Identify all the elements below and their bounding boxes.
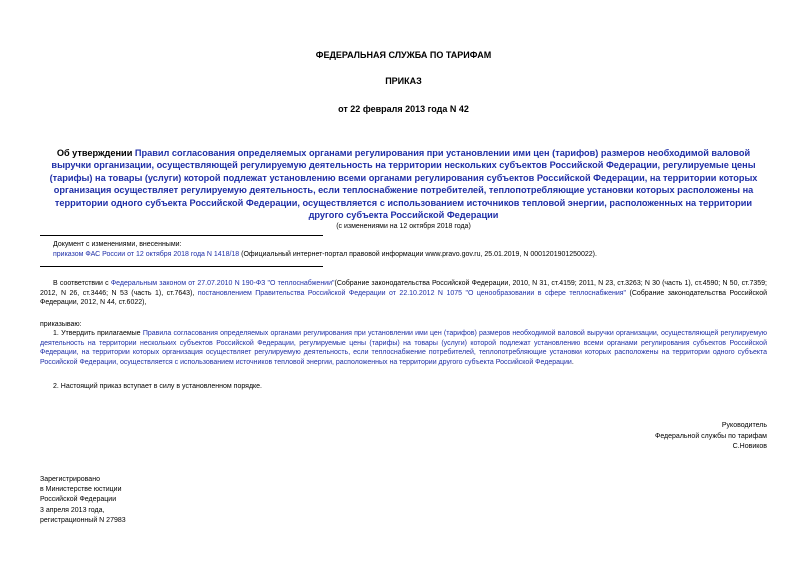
item-1-suffix: .: [571, 358, 574, 366]
changes-entry: [53, 250, 773, 260]
registration-line-1: Зарегистрировано: [40, 476, 100, 483]
registration-line-4: 3 апреля 2013 года,: [40, 506, 105, 514]
item-2: 2. Настоящий приказ вступает в силу в установленном порядке.: [53, 383, 263, 390]
item-1: [40, 329, 767, 367]
registration-block: [40, 475, 126, 526]
signature-block: [655, 421, 767, 453]
title-rules-link[interactable]: Правил согласования определяемых органами регулирования при установлении ими цен (тарифов) размеров необходимой валовой выручки организации, осуществляющей регулируемую деятельность на территории нескольких субъектов Российской Федерации, регулируемые цены (тарифы) на товары (услуги) которой подлежат установлению всеми органами регулирования субъектов Российской Федерации, на территории которых организация осуществляет регулируемую деятельность, если теплоснабжение потребителей, теплопотребляющие установки которых расположены на территории одного субъекта Российской Федерации, осуществляется с использованием источников тепловой энергии, расположенных на территории другого субъекта Российской Федерации: [49, 148, 758, 221]
agency-heading: ФЕДЕРАЛЬНАЯ СЛУЖБА ПО ТАРИФАМ: [315, 50, 492, 60]
basis-paragraph: [40, 279, 767, 308]
title-prefix: Об утверждении: [56, 148, 135, 158]
signature-name: С.Новиков: [732, 443, 767, 451]
government-decree-link[interactable]: постановлением Правительства Российской Федерации от 22.10.2012 N 1075 "О ценообразовании в сфере теплоснабжения": [197, 289, 627, 297]
registration-line-3: Российской Федерации: [40, 496, 117, 504]
rules-link[interactable]: Правила согласования определяемых органами регулирования при установлении ими цен (тарифов) размеров необходимой валовой выручки организации, осуществляющей регулируемую деятельность на территории нескольких субъектов Российской Федерации, регулируемые цены (тарифы) на товары (услуги) которой подлежат установлению всеми органами регулирования субъектов Российской Федерации, на территории которых организация осуществляет регулируемую деятельность, если теплоснабжение потребителей, теплопотребляющие установки которых расположены на территории одного субъекта Российской Федерации, осуществляется с использованием источников тепловой энергии, расположенных на территории другого субъекта Российской Федерации: [40, 330, 767, 366]
basis-text-3: (Собрание законодательства Российской Федерации, 2012, N 44, ст.6022),: [40, 289, 768, 307]
document-type: ПРИКАЗ: [385, 76, 422, 86]
order-word: приказываю:: [40, 321, 82, 328]
document-title: [40, 147, 767, 221]
changes-suffix: (Официальный интернет-портал правовой информации www.pravo.gov.ru, 25.01.2019, N 0001201901250022).: [239, 251, 597, 258]
divider-bottom: [40, 266, 323, 267]
divider-top: [40, 235, 323, 236]
registration-line-5: регистрационный N 27983: [40, 516, 126, 524]
document-date-number: от 22 февраля 2013 года N 42: [338, 104, 469, 114]
registration-line-2: в Министерстве юстиции: [40, 486, 122, 494]
fas-order-link[interactable]: приказом ФАС России от 12 октября 2018 года N 1418/18: [53, 251, 240, 258]
item-1-prefix: 1. Утвердить прилагаемые: [53, 330, 143, 337]
federal-law-link[interactable]: Федеральным законом от 27.07.2010 N 190-ФЗ "О теплоснабжении": [110, 280, 335, 287]
changes-label: Документ с изменениями, внесенными:: [53, 241, 182, 248]
basis-text-1: В соответствии с: [53, 280, 111, 287]
basis-text-2: (Собрание законодательства Российской Федерации, 2010, N 31, ст.4159; 2011, N 23, ст.3263; N 30 (часть 1), ст.4590; N 50, ст.7359; 2012, N 26, ст.3446; N 53 (часть 1), ст.7643),: [40, 280, 768, 297]
signature-position: Руководитель: [721, 422, 767, 429]
signature-organization: Федеральной службы по тарифам: [655, 432, 767, 440]
amendment-note: (с изменениями на 12 октября 2018 года): [336, 223, 471, 230]
